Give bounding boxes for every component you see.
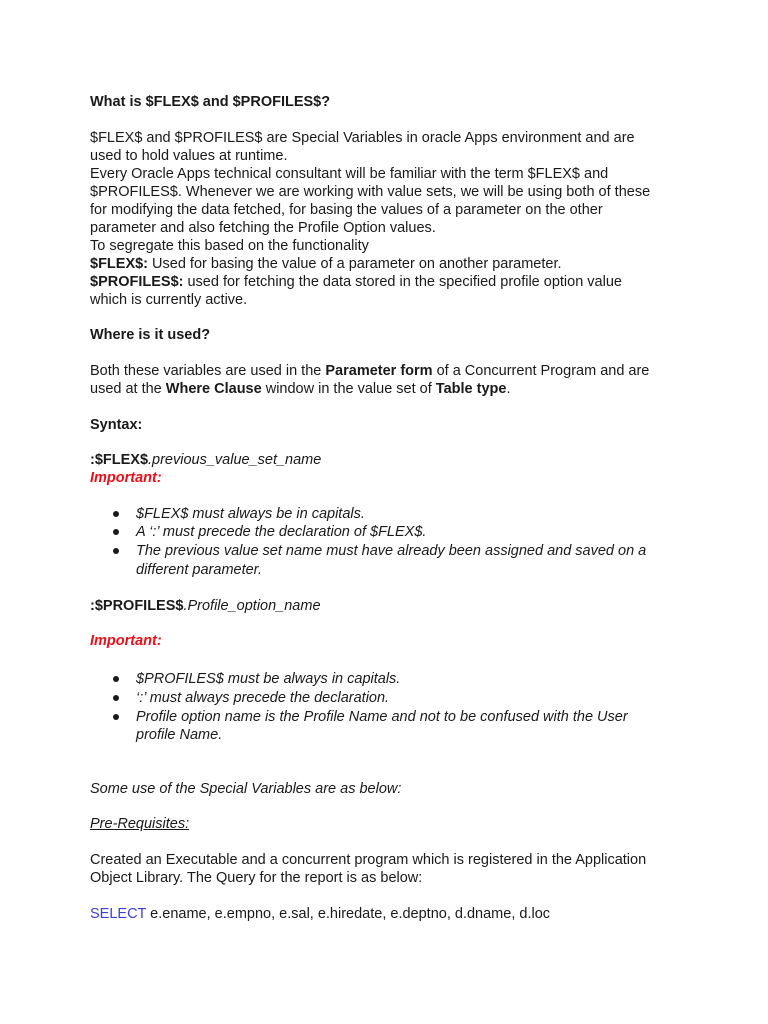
intro-line-1: $FLEX$ and $PROFILES$ are Special Variables in oracle Apps environment and are [90, 130, 635, 146]
table-type-term: Table type [435, 381, 507, 397]
flex-bullet-1: $FLEX$ must always be in capitals. [136, 506, 365, 522]
profiles-bullet-1: $PROFILES$ must be always in capitals. [136, 671, 401, 687]
usage-text-2: of a Concurrent Program and are [432, 363, 650, 379]
profiles-definition-line-2: which is currently active. [90, 292, 248, 308]
intro-line-2: used to hold values at runtime. [90, 148, 288, 164]
intro-line-5: for modifying the data fetched, for basing the values of a parameter on the other [90, 202, 603, 218]
flex-syntax [90, 451, 321, 469]
prerequisites-heading: Pre-Requisites: [90, 816, 190, 832]
heading-what-is: What is $FLEX$ and $PROFILES$? [90, 94, 331, 110]
created-line-2: Object Library. The Query for the report is as below: [90, 870, 423, 886]
important-label-profiles: Important: [90, 633, 162, 649]
intro-line-6: parameter and also fetching the Profile Option values. [90, 220, 436, 236]
flex-bullet-3-cont: different parameter. [136, 562, 262, 578]
parameter-form-term: Parameter form [325, 363, 433, 379]
profiles-bullet-3-cont: profile Name. [136, 727, 223, 743]
profiles-bullet-2: ‘:’ must always precede the declaration. [136, 690, 390, 706]
heading-where-used: Where is it used? [90, 327, 211, 343]
profiles-definition [90, 273, 622, 291]
intro-line-3: Every Oracle Apps technical consultant will be familiar with the term $FLEX$ and [90, 166, 609, 182]
syntax-heading: Syntax: [90, 417, 143, 433]
profiles-syntax-prefix: :$PROFILES$ [90, 598, 184, 614]
bullet-dot [113, 676, 119, 682]
created-line-1: Created an Executable and a concurrent program which is registered in the Application [90, 852, 647, 868]
usage-line-1 [90, 362, 649, 380]
usage-text-4: window in the value set of [261, 381, 436, 397]
profiles-definition-text: used for fetching the data stored in the specified profile option value [183, 274, 622, 290]
flex-syntax-suffix: .previous_value_set_name [148, 452, 322, 468]
usage-text-5: . [506, 381, 511, 397]
bullet-dot [113, 511, 119, 517]
bullet-dot [113, 695, 119, 701]
flex-definition-text: Used for basing the value of a parameter on another parameter. [148, 256, 562, 272]
sql-query [90, 905, 550, 923]
flex-term: $FLEX$: [90, 256, 149, 272]
profiles-syntax [90, 597, 321, 615]
flex-definition [90, 255, 562, 273]
sql-columns: e.ename, e.empno, e.sal, e.hiredate, e.deptno, d.dname, d.loc [146, 906, 551, 922]
flex-syntax-prefix: :$FLEX$ [90, 452, 149, 468]
profiles-syntax-suffix: .Profile_option_name [183, 598, 321, 614]
sql-keyword: SELECT [90, 906, 147, 922]
usage-text-1: Both these variables are used in the [90, 363, 326, 379]
profiles-term: $PROFILES$: [90, 274, 184, 290]
flex-bullet-2: A ‘:’ must precede the declaration of $FLEX$. [136, 524, 427, 540]
usage-line-2 [90, 380, 510, 398]
important-label-flex: Important: [90, 470, 162, 486]
usage-text-3: used at the [90, 381, 166, 397]
where-clause-term: Where Clause [165, 381, 262, 397]
flex-bullet-3: The previous value set name must have already been assigned and saved on a [136, 543, 647, 559]
bullet-dot [113, 548, 119, 554]
intro-line-7: To segregate this based on the functionality [90, 238, 369, 254]
bullet-dot [113, 714, 119, 720]
intro-line-4: $PROFILES$. Whenever we are working with value sets, we will be using both of these [90, 184, 651, 200]
profiles-bullet-3: Profile option name is the Profile Name and not to be confused with the User [136, 709, 628, 725]
bullet-dot [113, 529, 119, 535]
some-use-text: Some use of the Special Variables are as below: [90, 781, 402, 797]
